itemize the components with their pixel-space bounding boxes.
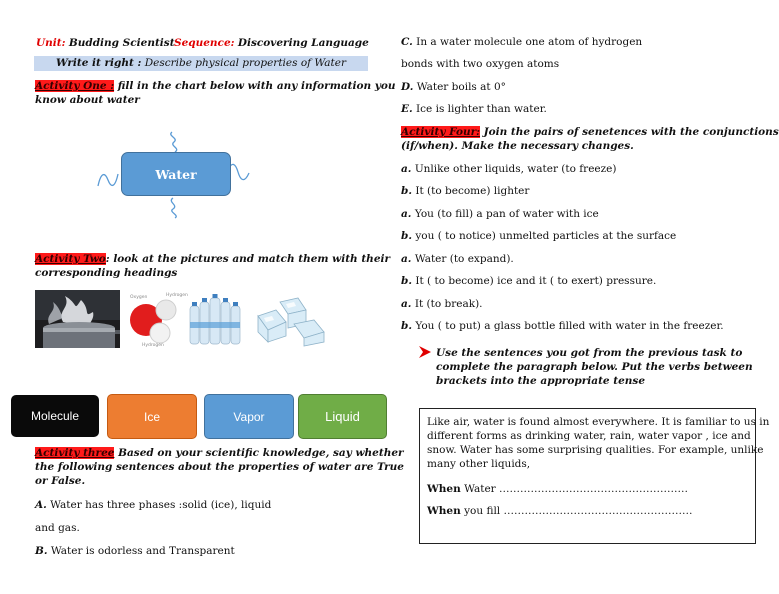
top-wave-line bbox=[171, 132, 177, 152]
paragraph-line1: Like air, water is found almost everywhere. It is familiar to us in bbox=[427, 416, 770, 428]
heading-vapor[interactable]: Vapor bbox=[204, 394, 294, 439]
band-label: Write it right : bbox=[56, 57, 142, 69]
activity-three-tag: Activity three bbox=[35, 447, 115, 459]
activity-one-line1: Activity One : fill in the chart below with any information you bbox=[35, 80, 396, 92]
heading-molecule[interactable]: Molecule bbox=[11, 395, 99, 437]
statement-c: C. In a water molecule one atom of hydrogen bbox=[401, 36, 643, 48]
instruction-line3: brackets into the appropriate tense bbox=[436, 375, 646, 387]
activity-two-line2: corresponding headings bbox=[35, 267, 178, 279]
statement-d: D. Water boils at 0° bbox=[401, 81, 506, 93]
statement-a: A. Water has three phases :solid (ice), liquid bbox=[35, 499, 272, 511]
activity-four-line1: Activity Four: Join the pairs of senetences with the conjunctions bbox=[401, 126, 779, 138]
paragraph-line4: many other liquids, bbox=[427, 458, 531, 470]
activity-one-line2: know about water bbox=[35, 94, 140, 106]
left-wave-line bbox=[98, 174, 118, 186]
water-center-box bbox=[121, 152, 231, 196]
molecule-label-hydrogen-1: Hydrogen bbox=[166, 293, 188, 298]
paragraph-box bbox=[419, 408, 770, 544]
pair-3a: a. Water (to expand). bbox=[401, 253, 514, 265]
pair-2a: a. You (to fill) a pan of water with ice bbox=[401, 208, 599, 220]
activity-three-line3: or False. bbox=[35, 475, 86, 487]
activity-two-tag: Activity Two bbox=[35, 253, 106, 265]
right-wave-line bbox=[228, 164, 249, 179]
activity-three-line1: Activity three Based on your scientific knowledge, say whether bbox=[35, 447, 404, 459]
sequence-line bbox=[174, 36, 369, 50]
unit-label: Unit: bbox=[36, 37, 66, 49]
boiling-pot-picture bbox=[35, 290, 120, 348]
pair-4b: b. You ( to put) a glass bottle filled with water in the freezer. bbox=[401, 320, 724, 332]
pair-1a: a. Unlike other liquids, water (to freeze) bbox=[401, 163, 617, 175]
pair-3b: b. It ( to become) ice and it ( to exert) pressure. bbox=[401, 275, 657, 287]
statement-c-cont: bonds with two oxygen atoms bbox=[401, 58, 560, 70]
statement-b: B. Water is odorless and Transparent bbox=[35, 545, 235, 557]
pair-1b: b. It (to become) lighter bbox=[401, 185, 530, 197]
heading-ice[interactable]: Ice bbox=[107, 394, 197, 439]
unit-value: Budding Scientist bbox=[68, 37, 175, 49]
water-center-label: Water bbox=[155, 166, 197, 182]
sequence-value: Discovering Language bbox=[237, 37, 369, 49]
water-molecule-picture bbox=[122, 290, 188, 348]
activity-three-line2: the following sentences about the properties of water are True bbox=[35, 461, 404, 473]
bottom-wave-line bbox=[171, 198, 176, 218]
arrow-bullet-icon bbox=[418, 345, 432, 359]
activity-four-line2: (if/when). Make the necessary changes. bbox=[401, 140, 634, 152]
water-bottles-picture bbox=[188, 292, 244, 346]
paragraph-line2: different forms as drinking water, rain, water vapor , ice and bbox=[427, 430, 751, 442]
blank-line-1[interactable]: When Water ……………………………………………… bbox=[427, 483, 689, 495]
ice-cubes-picture bbox=[252, 292, 330, 346]
paragraph-line3: snow. Water has some surprising qualities. For example, unlike bbox=[427, 444, 764, 456]
statement-a-cont: and gas. bbox=[35, 522, 80, 534]
pair-2b: b. you ( to notice) unmelted particles at the surface bbox=[401, 230, 677, 242]
pair-4a: a. It (to break). bbox=[401, 298, 483, 310]
band-text: Describe physical properties of Water bbox=[144, 57, 346, 69]
activity-two-line1: Activity Two: look at the pictures and match them with their bbox=[35, 253, 391, 265]
instruction-line2: complete the paragraph below. Put the verbs between bbox=[436, 361, 753, 373]
molecule-label-oxygen: Oxygen bbox=[130, 295, 148, 300]
heading-liquid[interactable]: Liquid bbox=[298, 394, 387, 439]
blank-line-2[interactable]: When you fill ……………………………………………… bbox=[427, 505, 693, 517]
instruction-line1: Use the sentences you got from the previous task to bbox=[436, 347, 743, 359]
statement-e: E. Ice is lighter than water. bbox=[401, 103, 547, 115]
activity-one-tag: Activity One : bbox=[35, 80, 115, 92]
sequence-label: Sequence: bbox=[174, 37, 235, 49]
write-it-right-band bbox=[34, 56, 368, 71]
activity-four-tag: Activity Four: bbox=[401, 126, 481, 138]
molecule-label-hydrogen-2: Hydrogen bbox=[142, 343, 164, 348]
unit-line bbox=[36, 36, 175, 50]
